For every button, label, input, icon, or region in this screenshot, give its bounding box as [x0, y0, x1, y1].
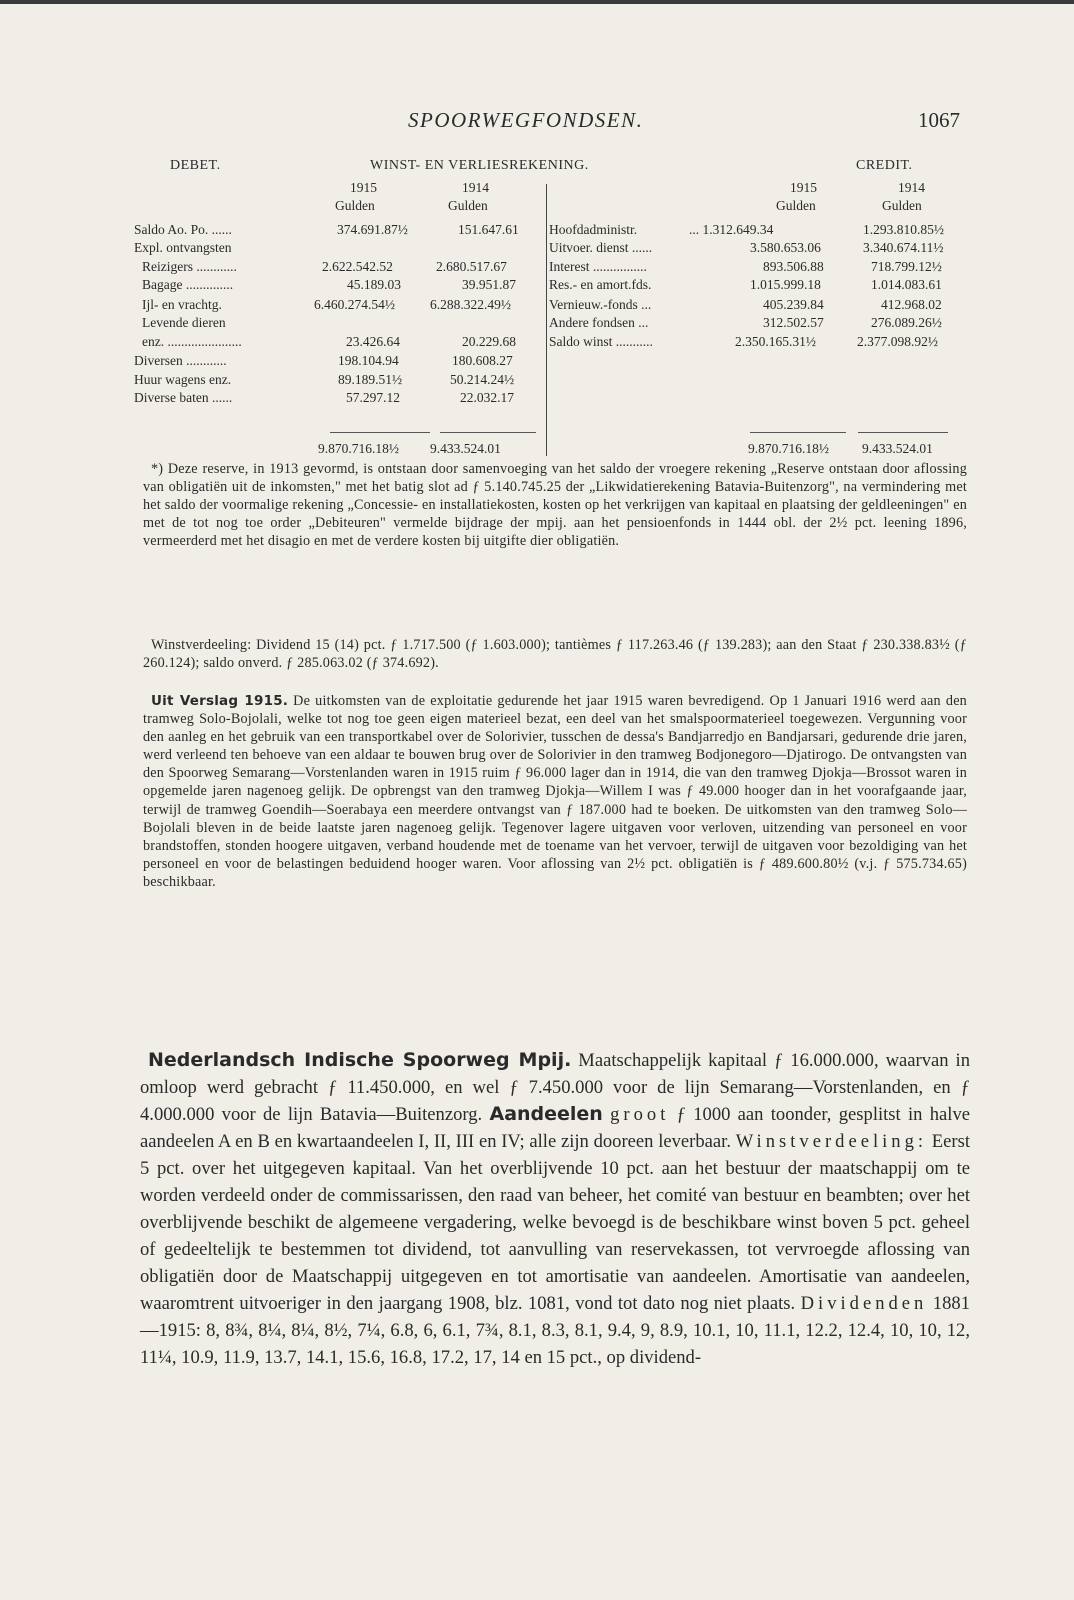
- debet-year-1: 1915: [350, 180, 377, 195]
- profit-distribution-text: Winstverdeeling: Dividend 15 (14) pct. ƒ 1.717.500 (ƒ 1.603.000); tantièmes ƒ 117.263.46 (ƒ 139.283); aan den Staat ƒ 230.338.83½ (ƒ 260.124); saldo onverd. ƒ 285.063.02 (ƒ 374.692).: [143, 637, 967, 672]
- row-value-1914: 1.014.083.61: [871, 277, 942, 292]
- row-label: Res.- en amort.fds.: [549, 277, 652, 292]
- debet-total-1915: 9.870.716.18½: [318, 441, 399, 456]
- row-value-1914: 276.089.26½: [871, 315, 942, 330]
- table-row: [0, 441, 1074, 459]
- row-value-1915: 57.297.12: [346, 390, 400, 405]
- debet-rows: [0, 222, 546, 422]
- capital-text: Maatschappelijk kapitaal ƒ 16.000.000, waarvan in omloop werd gebracht ƒ 11.450.000, en wel ƒ 7.450.000 voor de lijn Semarang—Vorstenlanden, en ƒ 4.000.000 voor de lijn Batavia—Buitenzorg.: [140, 1050, 970, 1125]
- row-value-1915: 3.580.653.06: [750, 240, 821, 255]
- row-label: Interest ................: [549, 259, 647, 274]
- row-value-1914: 1.293.810.85½: [863, 222, 944, 237]
- debet-total-rule-1: [330, 432, 430, 433]
- row-label: Andere fondsen ...: [549, 315, 649, 330]
- row-value-1914: 39.951.87: [462, 277, 516, 292]
- row-value-1914: 2.377.098.92½: [857, 334, 938, 349]
- credit-total-rule-2: [858, 432, 948, 433]
- row-value-1914: 20.229.68: [462, 334, 516, 349]
- row-value-1915: 1.015.999.18: [750, 277, 821, 292]
- row-value-1914: 50.214.24½: [450, 372, 515, 387]
- row-value-1915: ... 1.312.649.34: [689, 222, 774, 237]
- row-label: Hoofdadministr.: [549, 222, 638, 237]
- footnote: [143, 460, 967, 550]
- row-label: Diversen ............: [134, 353, 227, 368]
- row-label: enz. ......................: [142, 334, 242, 349]
- debet-total-1914: 9.433.524.01: [430, 441, 501, 456]
- row-value-1914: 6.288.322.49½: [430, 297, 511, 312]
- shares-text: ƒ 1000 aan toonder, gesplitst in halve aandeelen A en B en kwartaandeelen I, II, III en IV; alle zijn dooreen leverbaar.: [140, 1104, 970, 1152]
- row-value-1915: 893.506.88: [763, 259, 824, 274]
- debet-label: DEBET.: [170, 158, 221, 173]
- row-value-1914: 412.968.02: [881, 297, 942, 312]
- row-value-1914: 3.340.674.11½: [863, 240, 944, 255]
- row-label: Ijl- en vrachtg.: [142, 297, 222, 312]
- row-value-1915: 374.691.87½: [337, 222, 408, 237]
- row-value-1914: 22.032.17: [460, 390, 514, 405]
- credit-label: CREDIT.: [856, 158, 913, 173]
- row-value-1914: 2.680.517.67: [436, 259, 507, 274]
- row-value-1915: 198.104.94: [338, 353, 399, 368]
- credit-total-1915: 9.870.716.18½: [748, 441, 829, 456]
- credit-year-2: 1914: [898, 180, 925, 195]
- row-value-1915: 2.350.165.31½: [735, 334, 816, 349]
- row-value-1914: 180.608.27: [452, 353, 513, 368]
- row-label: Bagage ..............: [142, 277, 234, 292]
- annual-report-paragraph: [143, 692, 967, 891]
- credit-total-1914: 9.433.524.01: [862, 441, 933, 456]
- row-value-1915: 23.426.64: [346, 334, 400, 349]
- dividends-text: 1881—1915: 8, 8¾, 8¼, 8¼, 8½, 7¼, 6.8, 6, 6.1, 7¾, 8.1, 8.3, 8.1, 9.4, 9, 8.9, 10.1, 10, 11.1, 12.2, 12.4, 10, 10, 12, 11¼, 10.9, 11.9, 13.7, 14.1, 15.6, 16.8, 17.2, 17, 14 en 15 pct., op dividend-: [140, 1293, 970, 1368]
- row-label: Saldo winst ...........: [549, 334, 653, 349]
- credit-total-rule-1: [750, 432, 846, 433]
- running-head-title: SPOORWEGFONDSEN.: [408, 108, 644, 132]
- totals-row: [0, 441, 1074, 461]
- row-value-1915: 405.239.84: [763, 297, 824, 312]
- annual-report-section: [143, 692, 967, 891]
- profit-distribution: [143, 636, 967, 672]
- row-label: Levende dieren: [142, 315, 226, 330]
- debet-total-rule-2: [440, 432, 536, 433]
- dividends-heading: Dividenden: [800, 1293, 928, 1314]
- debet-unit-1: Gulden: [335, 198, 375, 213]
- row-value-1915: 6.460.274.54½: [314, 297, 395, 312]
- company-name: Nederlandsch Indische Spoorweg Mpij.: [148, 1049, 572, 1071]
- credit-rows: [547, 222, 1074, 362]
- footnote-text: *) Deze reserve, in 1913 gevormd, is ontstaan door samenvoeging van het saldo der vroegere rekening „Reserve ontstaan door aflossing van obligatiën uit de inkomsten," met het batig slot ad ƒ 5.140.745.25 der „Likwidatierekening Batavia-Buitenzorg", na vermindering met het saldo der voormalige rekening „Concessie- en installatiekosten, kosten op het verkrijgen van kapitaal en plaatsing der geldleeningen" en met de tot nog toe order „Debiteuren" vermelde bijdrage der mpij. aan het pensioenfonds in 1444 obl. der 2½ pct. leening 1896, vermeerderd met het disagio en met de verdere kosten bij uitgifte dier obligatiën.: [143, 461, 967, 550]
- debet-unit-2: Gulden: [448, 198, 488, 213]
- row-value-1915: 312.502.57: [763, 315, 824, 330]
- row-label: Uitvoer. dienst ......: [549, 240, 653, 255]
- row-label: Expl. ontvangsten: [134, 240, 232, 255]
- company-entry: [140, 1047, 970, 1371]
- column-headers: [0, 180, 1074, 220]
- row-value-1915: 45.189.03: [347, 277, 401, 292]
- company-entry-paragraph: [140, 1047, 970, 1371]
- row-label: Saldo Ao. Po. ......: [134, 222, 232, 237]
- credit-year-1: 1915: [790, 180, 817, 195]
- credit-unit-2: Gulden: [882, 198, 922, 213]
- row-value-1915: 2.622.542.52: [322, 259, 393, 274]
- row-value-1914: 151.647.61: [458, 222, 519, 237]
- row-value-1915: 89.189.51½: [338, 372, 403, 387]
- debet-year-2: 1914: [462, 180, 489, 195]
- size-label: groot: [610, 1104, 670, 1125]
- table-heading: [0, 158, 1074, 178]
- row-label: Huur wagens enz.: [134, 372, 232, 387]
- table-title: WINST- EN VERLIESREKENING.: [370, 158, 589, 173]
- page-number: 1067: [918, 108, 960, 132]
- credit-unit-1: Gulden: [776, 198, 816, 213]
- annual-report-lead: Uit Verslag 1915.: [151, 693, 289, 709]
- profit-distribution-heading: Winstverdeeling:: [735, 1131, 928, 1152]
- row-label: Diverse baten ......: [134, 390, 233, 405]
- running-head: [0, 108, 1074, 138]
- shares-heading: Aandeelen: [489, 1103, 603, 1125]
- row-label: Reizigers ............: [142, 259, 237, 274]
- profit-distribution-body: Eerst 5 pct. over het uitgegeven kapitaal. Van het overblijvende 10 pct. aan het bestuur der maatschappij om te worden verdeeld onder de commissarissen, den raad van beheer, het comité van bestuur en beambten; over het overblijvende beschikt de algemeene vergadering, welke bevoegd is de beschikbare winst boven 5 pct. geheel of gedeeltelijk te bestemmen tot dividend, tot aanvulling van reservekassen, tot vervroegde aflossing van obligatiën door de Maatschappij uitgegeven en tot amortisatie van aandeelen. Amortisatie van aandeelen, waaromtrent uitvoeriger in den jaargang 1908, blz. 1081, vond tot dato nog niet plaats.: [140, 1131, 970, 1314]
- annual-report-text: De uitkomsten van de exploitatie gedurende het jaar 1915 waren bevredigend. Op 1 Januari 1916 werd aan den tramweg Solo-Bojolali, welke tot nog toe geen eigen materieel bezat, een deel van het smalspoormaterieel toegewezen. Vergunning voor den aanleg en het gebruik van een transportkabel over de Solorivier, tusschen de dessa's Bandjarredjo en Bandjarsari, gedurende drie jaren, werd verleend ten behoeve van een aldaar te bouwen brug over de Solorivier in den tramweg Bodjonegoro—Djatirogo. De ontvangsten van den Spoorweg Semarang—Vorstenlanden waren in 1915 ruim ƒ 96.000 lager dan in 1914, die van den tramweg Djokja—Brossot waren in opgemelde jaren nagenoeg gelijk. De opbrengst van den tramweg Djokja—Willem I was ƒ 49.000 hooger dan in het voorafgaande jaar, terwijl de tramweg Goendih—Soerabaya een meerdere ontvangst van ƒ 187.000 had te boeken. De uitkomsten van den tramweg Solo—Bojolali bleven in de beide laatste jaren nagenoeg gelijk. Tegenover lagere uitgaven voor verloven, uitzending van personeel en voor brandstoffen, stonden hoogere uitgaven, verband houdende met de toename van het vervoer, terwijl de uitgaven voor bezoldiging van het personeel en voor de belastingen beduidend hooger waren. Voor aflossing van 2½ pct. obligatiën is ƒ 489.600.80½ (v.j. ƒ 575.734.65) beschikbaar.: [143, 693, 967, 890]
- row-label: Vernieuw.-fonds ...: [549, 297, 652, 312]
- row-value-1914: 718.799.12½: [871, 259, 942, 274]
